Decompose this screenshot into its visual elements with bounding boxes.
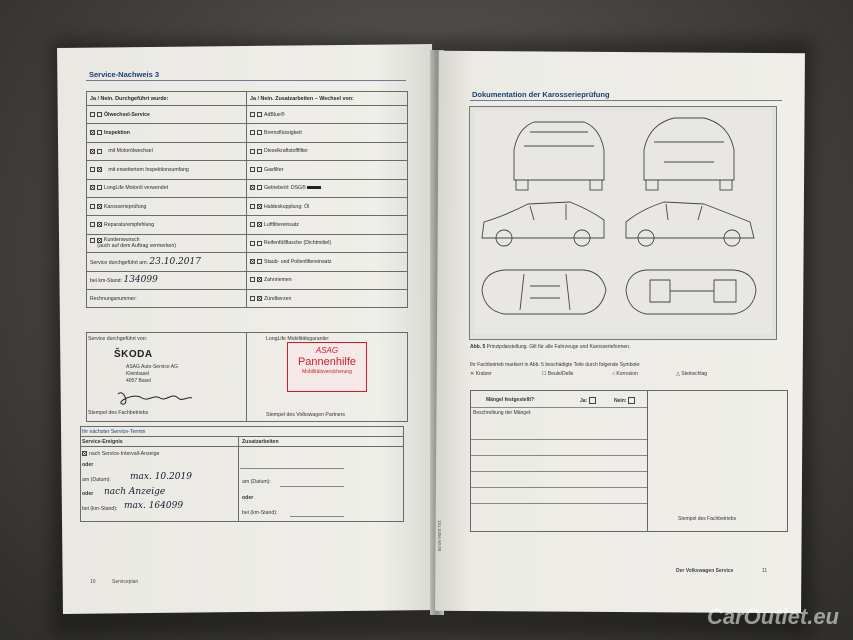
maengel-divider bbox=[647, 391, 648, 531]
dealer-line3: 4057 Basel bbox=[126, 378, 152, 384]
maengel-nein: Nein: bbox=[614, 397, 637, 404]
right-km: bei (km-Stand): bbox=[242, 510, 278, 516]
maengel-line bbox=[471, 471, 647, 472]
next-bei-km: bei (km-Stand): bbox=[82, 506, 118, 512]
checkbox-ja[interactable] bbox=[589, 397, 596, 404]
next-col1: Service-Ereignis bbox=[82, 439, 123, 445]
checkbox-checked[interactable] bbox=[257, 277, 262, 282]
right-title-rule bbox=[470, 100, 782, 101]
checkbox-checked[interactable] bbox=[97, 167, 102, 172]
checkbox-checked[interactable] bbox=[257, 222, 262, 227]
stamp-dealer-label: Stempel des Fachbetriebs bbox=[88, 410, 149, 416]
right-page-number: 11 bbox=[762, 568, 768, 574]
row-getriebeoel: Getriebeöl: DSG® bbox=[247, 179, 408, 197]
next-service-title: Ihr nächster Service-Termin bbox=[82, 429, 146, 435]
maengel-rule bbox=[471, 407, 647, 408]
left-page-label: Serviceplan bbox=[112, 579, 139, 585]
symbol-steinschlag: △ Steinschlag bbox=[676, 371, 708, 377]
row-pollenfilter: Staub- und Pollenfiltereinsatz bbox=[247, 253, 408, 271]
dealer-line1: ASAG Auto-Service AG bbox=[126, 364, 178, 370]
print-code: 151.5356.90.00 bbox=[437, 520, 442, 552]
checkbox[interactable] bbox=[250, 241, 255, 246]
signature bbox=[114, 386, 194, 412]
checkbox-checked[interactable] bbox=[90, 149, 95, 154]
km-value: 134099 bbox=[123, 275, 158, 286]
checkbox-nein[interactable] bbox=[628, 397, 635, 404]
checkbox-checked[interactable] bbox=[82, 451, 87, 456]
row-service-date: Service durchgeführt am: 23.10.2017 bbox=[87, 253, 247, 271]
maengel-desc: Beschreibung der Mängel: bbox=[473, 410, 532, 416]
next-divider bbox=[238, 436, 239, 522]
next-oder2: oder bbox=[82, 491, 94, 497]
checkbox[interactable] bbox=[250, 149, 255, 154]
next-oder1: oder bbox=[82, 462, 94, 468]
symbol-kratzer: ✕ Kratzer bbox=[470, 371, 492, 377]
checkbox[interactable] bbox=[257, 112, 262, 117]
checkbox-checked[interactable] bbox=[250, 185, 255, 190]
checkbox[interactable] bbox=[250, 204, 255, 209]
checkbox[interactable] bbox=[257, 241, 262, 246]
symbol-beule: ☐ Beule/Delle bbox=[542, 371, 574, 377]
row-zahnriemen: Zahnriemen bbox=[247, 271, 408, 289]
checkbox[interactable] bbox=[257, 167, 262, 172]
next-col2: Zusatzarbeiten bbox=[242, 439, 279, 445]
maengel-line bbox=[471, 487, 647, 488]
row-luftfilter: Luftfiltereinsatz bbox=[247, 216, 408, 234]
next-nach-anzeige: nach Anzeige bbox=[104, 487, 166, 497]
service-date-value: 23.10.2017 bbox=[149, 256, 201, 267]
next-km-value: max. 164099 bbox=[124, 501, 184, 511]
next-rule2 bbox=[80, 446, 404, 447]
checkbox[interactable] bbox=[257, 130, 262, 135]
checkbox[interactable] bbox=[90, 167, 95, 172]
row-oelwechsel: Ölwechsel-Service bbox=[87, 106, 247, 124]
right-stamp-label: Stempel des Fachbetriebs bbox=[678, 516, 737, 522]
checkbox[interactable] bbox=[97, 185, 102, 190]
redaction-mark bbox=[307, 186, 321, 189]
next-am-datum: am (Datum): bbox=[82, 477, 111, 483]
checkbox[interactable] bbox=[250, 130, 255, 135]
left-title-rule bbox=[86, 80, 406, 81]
figure-caption: Abb. 5 Prinzipdarstellung. Gilt für alle Fahrzeuge und Karosserieformen. bbox=[470, 344, 631, 350]
row-reparatur: Reparaturempfehlung bbox=[87, 216, 247, 234]
watermark: CarOutlet.eu bbox=[706, 604, 839, 629]
next-rule bbox=[80, 436, 404, 437]
left-page-number: 10 bbox=[90, 579, 96, 585]
stamp-vw-label: Stempel des Volkswagen Partners bbox=[266, 412, 346, 418]
checkbox-checked[interactable] bbox=[97, 204, 102, 209]
maengel-ja: Ja: bbox=[580, 397, 598, 404]
checkbox-checked[interactable] bbox=[257, 296, 262, 301]
symbol-instruction: Ihr Fachbetrieb markiert in Abb. 5 beschädigte Teile durch folgende Symbole: bbox=[470, 362, 641, 368]
row-motoroelwechsel: mit Motorölwechsel bbox=[87, 142, 247, 160]
row-adblue: AdBlue® bbox=[247, 106, 408, 124]
dealer-line2: Kleinbasel bbox=[126, 371, 150, 377]
right-am: am (Datum): bbox=[242, 479, 271, 485]
checkbox[interactable] bbox=[97, 130, 102, 135]
line bbox=[280, 486, 344, 487]
service-table bbox=[86, 91, 408, 308]
checkbox[interactable] bbox=[90, 112, 95, 117]
row-zuendkerzen: Zündkerzen bbox=[247, 289, 408, 307]
checkbox-checked[interactable] bbox=[250, 259, 255, 264]
row-kundenwunsch: Kundenwunsch (auch auf dem Auftrag vermerken) bbox=[87, 234, 247, 252]
row-bremsfluessigkeit: Bremsflüssigkeit bbox=[247, 124, 408, 142]
checkbox[interactable] bbox=[90, 222, 95, 227]
maengel-line bbox=[471, 439, 647, 440]
line bbox=[240, 468, 344, 469]
checkbox[interactable] bbox=[250, 296, 255, 301]
checkbox[interactable] bbox=[250, 112, 255, 117]
row-dieselfilter: Dieselkraftstofffilter bbox=[247, 142, 408, 160]
maengel-line bbox=[471, 503, 647, 504]
checkbox[interactable] bbox=[257, 185, 262, 190]
longlife-label: LongLife Mobilitätsgarantie: bbox=[266, 336, 330, 342]
line bbox=[290, 516, 344, 517]
checkbox[interactable] bbox=[250, 222, 255, 227]
row-reifenfuell: Reifenfüllflasche (Dichtmittel) bbox=[247, 234, 408, 252]
right-page-title: Dokumentation der Karosserieprüfung bbox=[472, 90, 610, 99]
row-rechnung: Rechnungsnummer: bbox=[87, 289, 247, 307]
checkbox[interactable] bbox=[257, 149, 262, 154]
col1-header: Ja / Nein. Durchgeführt wurde: bbox=[87, 92, 247, 106]
asag-stamp: ASAG Pannenhilfe Mobilitätsversicherung bbox=[287, 342, 367, 392]
row-haldex: Haldexkupplung: Öl bbox=[247, 197, 408, 215]
col2-header: Ja / Nein. Zusatzarbeiten – Wechsel von: bbox=[247, 92, 408, 106]
checkbox-checked[interactable] bbox=[257, 204, 262, 209]
skoda-logo: ŠKODA bbox=[114, 349, 153, 360]
checkbox[interactable] bbox=[97, 149, 102, 154]
row-erweitert: mit erweitertem Inspektionsumfang bbox=[87, 161, 247, 179]
right-footer-title: Der Volkswagen Service bbox=[676, 568, 734, 574]
checkbox-checked[interactable] bbox=[90, 130, 95, 135]
row-inspektion: Inspektion bbox=[87, 124, 247, 142]
symbol-korrosion: ○ Korrosion bbox=[612, 371, 638, 377]
checkbox[interactable] bbox=[257, 259, 262, 264]
next-date-value: max. 10.2019 bbox=[130, 472, 192, 482]
right-oder: oder bbox=[242, 495, 254, 501]
checkbox-checked[interactable] bbox=[97, 222, 102, 227]
next-item1: nach Service-Intervall-Anzeige bbox=[82, 451, 159, 457]
checkbox[interactable] bbox=[250, 277, 255, 282]
checkbox-checked[interactable] bbox=[90, 185, 95, 190]
stamp-divider bbox=[246, 332, 247, 422]
row-longlife: LongLife Motoröl verwendet bbox=[87, 179, 247, 197]
performed-by-label: Service durchgeführt von: bbox=[88, 336, 148, 342]
row-km: bei km-Stand: 134099 bbox=[87, 271, 247, 289]
row-karosserie: Karosserieprüfung bbox=[87, 197, 247, 215]
checkbox[interactable] bbox=[97, 112, 102, 117]
checkbox[interactable] bbox=[250, 167, 255, 172]
checkbox[interactable] bbox=[90, 238, 95, 243]
checkbox-checked[interactable] bbox=[97, 238, 102, 243]
checkbox[interactable] bbox=[90, 204, 95, 209]
row-gasfilter: Gasfilter bbox=[247, 161, 408, 179]
left-page-title: Service-Nachweis 3 bbox=[89, 70, 160, 79]
maengel-line bbox=[471, 455, 647, 456]
car-outlines bbox=[474, 110, 772, 334]
maengel-question: Mängel festgestellt? bbox=[486, 397, 535, 403]
